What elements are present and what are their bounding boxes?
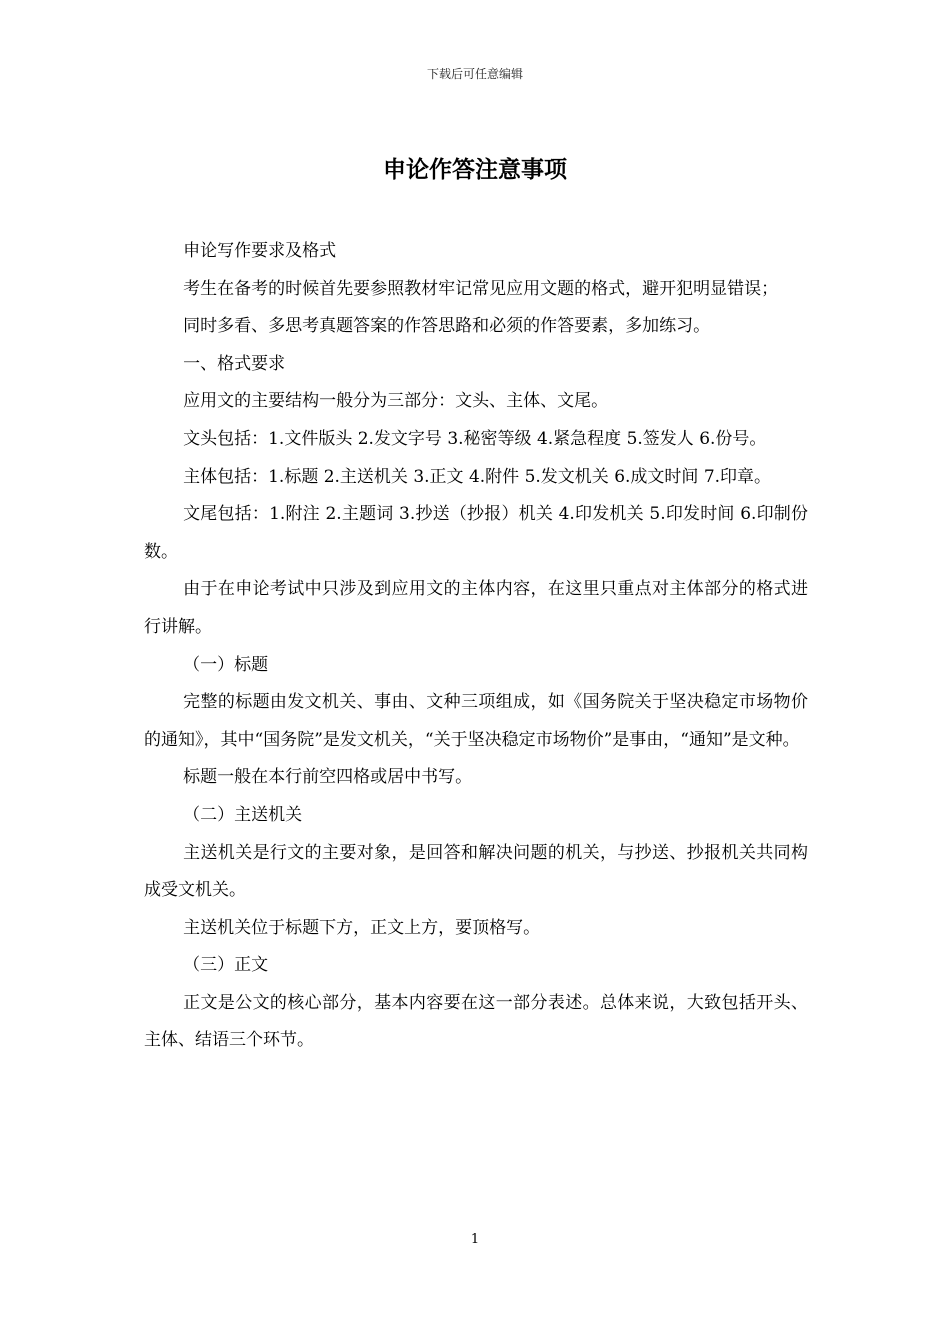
subsection-heading: （二）主送机关	[183, 804, 303, 825]
page-number: 1	[470, 1232, 480, 1247]
paragraph: 考生在备考的时候首先要参照教材牢记常见应用文题的格式，避开犯明显错误；	[183, 278, 779, 299]
paragraph: 文头包括：1.文件版头 2.发文字号 3.秘密等级 4.紧急程度 5.签发人 6.份号。	[183, 428, 767, 449]
document-title: 申论作答注意事项	[383, 156, 567, 183]
paragraph: 主送机关位于标题下方，正文上方，要顶格写。	[183, 917, 541, 938]
paragraph: 正文是公文的核心部分，基本内容要在这一部分表述。总体来说，大致包括开头、主体、结语三个环节。	[144, 992, 808, 1051]
paragraph: 文尾包括：1.附注 2.主题词 3.抄送（抄报）机关 4.印发机关 5.印发时间 6.印制份数。	[144, 504, 808, 562]
paragraph: 申论写作要求及格式	[183, 241, 337, 261]
paragraph: 完整的标题由发文机关、事由、文种三项组成，如《国务院关于坚决稳定市场物价的通知》，其中“国务院”是发文机关，“关于坚决稳定市场物价”是事由，“通知”是文种。	[144, 692, 808, 750]
document-body	[144, 233, 808, 1060]
paragraph: 由于在申论考试中只涉及到应用文的主体内容，在这里只重点对主体部分的格式进行讲解。	[144, 579, 808, 637]
paragraph: 主送机关是行文的主要对象，是回答和解决问题的机关，与抄送、抄报机关共同构成受文机关。	[144, 842, 808, 901]
paragraph: 标题一般在本行前空四格或居中书写。	[183, 767, 473, 788]
subsection-heading: （三）正文	[183, 955, 269, 976]
paragraph: 同时多看、多思考真题答案的作答思路和必须的作答要素，多加练习。	[183, 316, 711, 337]
page-header-note: 下载后可任意编辑	[426, 67, 523, 81]
section-heading: 一、格式要求	[183, 353, 286, 374]
paragraph: 应用文的主要结构一般分为三部分：文头、主体、文尾。	[183, 391, 609, 412]
subsection-heading: （一）标题	[183, 654, 269, 675]
paragraph: 主体包括：1.标题 2.主送机关 3.正文 4.附件 5.发文机关 6.成文时间 7.印章。	[183, 466, 772, 487]
